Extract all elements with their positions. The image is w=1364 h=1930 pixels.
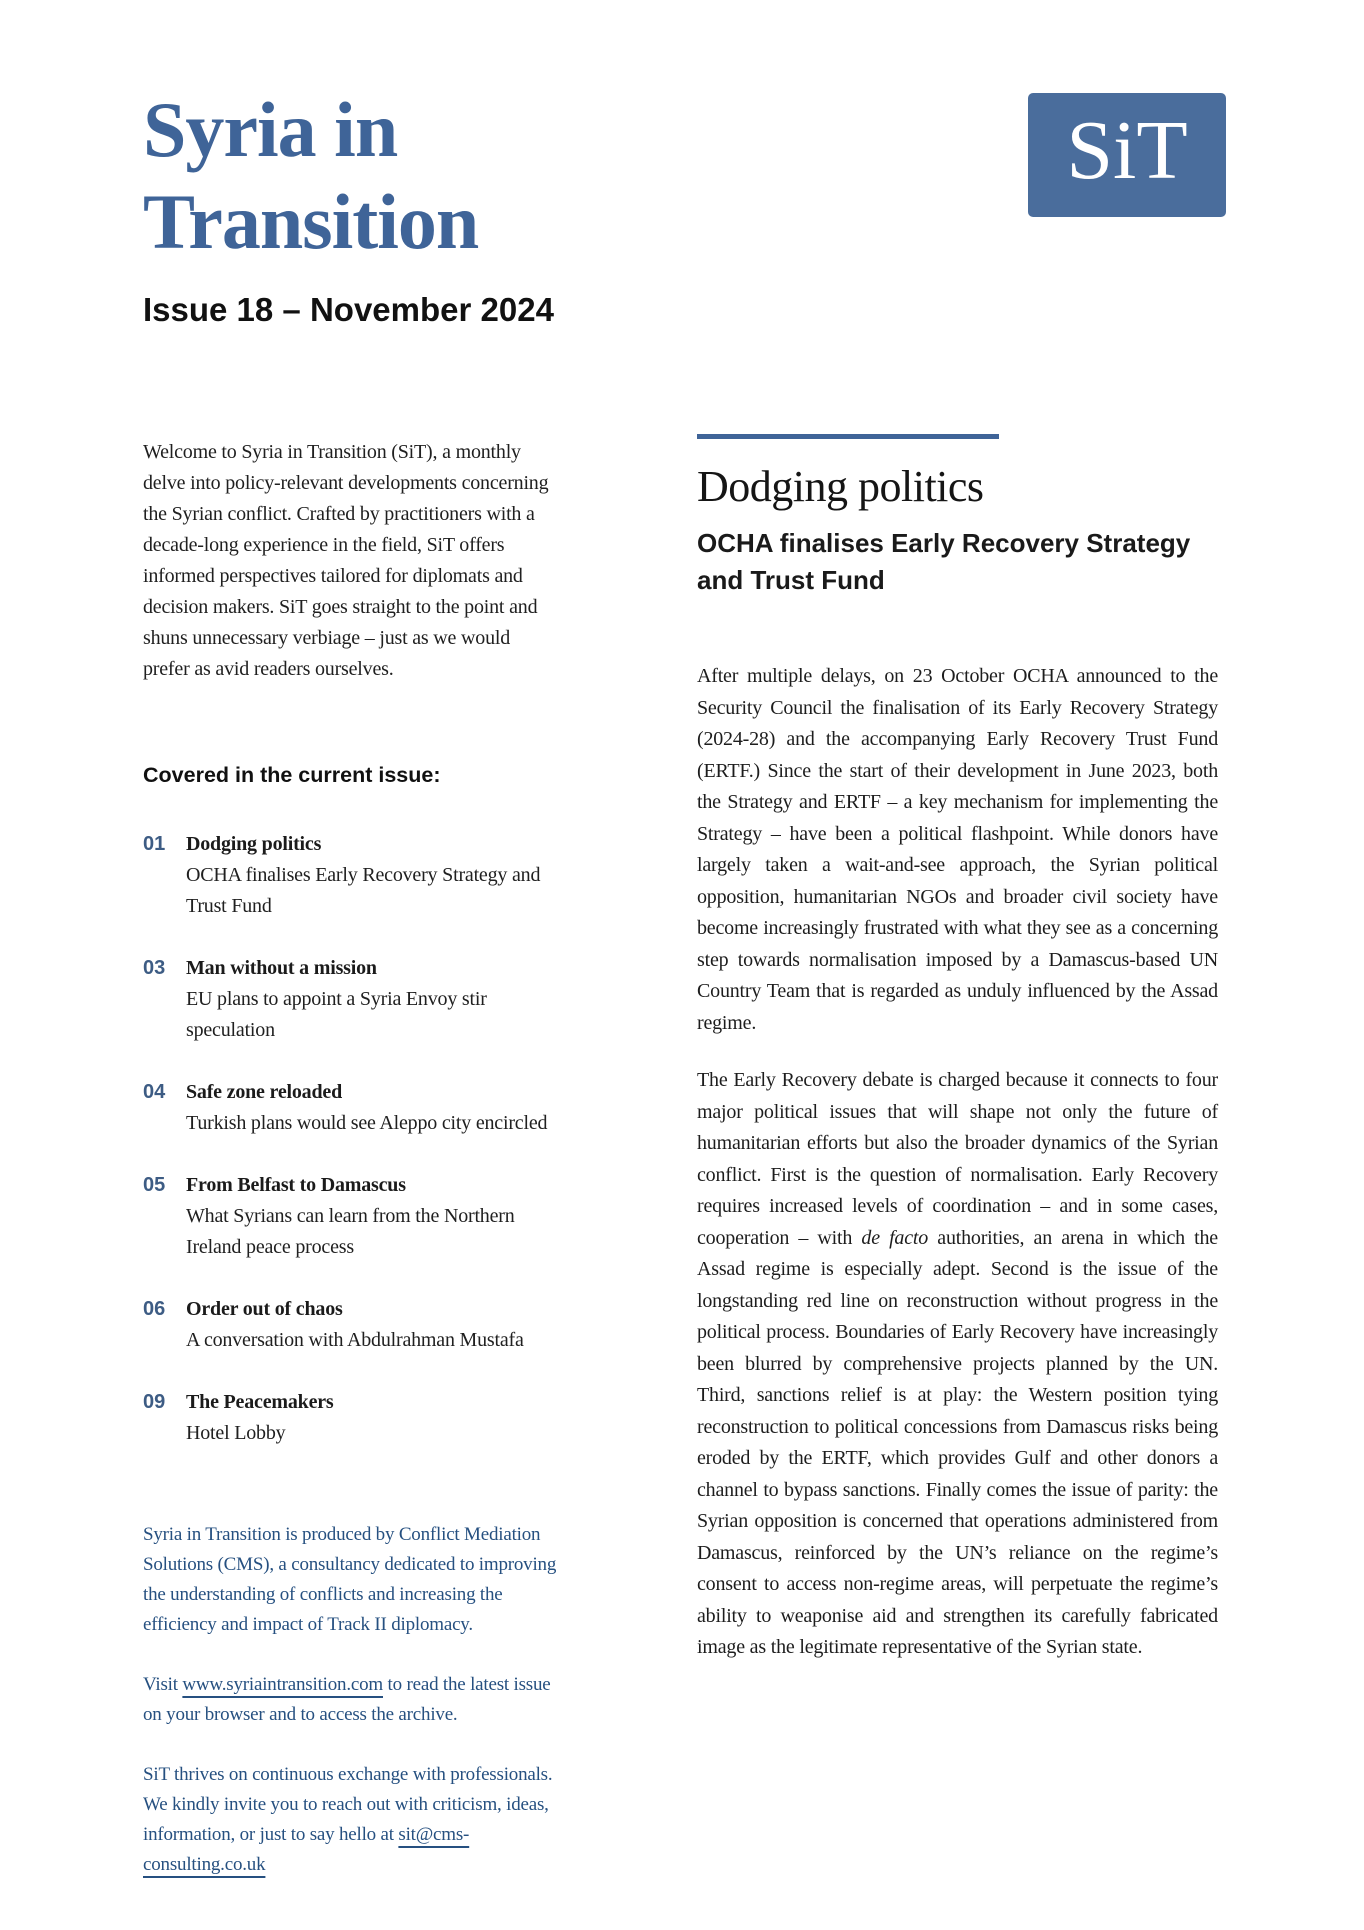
website-paragraph-prefix: Visit xyxy=(143,1674,183,1695)
toc-item-title: The Peacemakers xyxy=(186,1391,334,1413)
contact-paragraph xyxy=(143,1760,563,1880)
website-paragraph-suffix: to read the latest issue on your browser and to access the archive. xyxy=(143,1674,551,1725)
article-paragraph-2 xyxy=(697,1065,1218,1664)
contact-paragraph-prefix: SiT thrives on continuous exchange with professionals. We kindly invite you to reach out with criticism, ideas, information, or just to say hello at xyxy=(143,1764,553,1845)
masthead-title xyxy=(143,84,478,268)
toc-item xyxy=(143,1294,563,1356)
toc-item-subtitle: A conversation with Abdulrahman Mustafa xyxy=(186,1329,524,1351)
italic-de-facto: de facto xyxy=(861,1226,929,1249)
issue-line: Issue 18 – November 2024 xyxy=(143,291,554,328)
website-link[interactable]: www.syriaintransition.com xyxy=(182,1674,383,1695)
publisher-note xyxy=(143,1520,563,1910)
toc-item-title: From Belfast to Damascus xyxy=(186,1174,406,1196)
toc-item-number: 03 xyxy=(143,957,166,979)
toc-item-number: 04 xyxy=(143,1081,166,1103)
masthead-title-line2: Transition xyxy=(143,178,479,265)
toc-item xyxy=(143,953,563,1046)
toc-item-title: Safe zone reloaded xyxy=(186,1081,343,1103)
toc-heading: Covered in the current issue: xyxy=(143,763,441,787)
toc-item-subtitle: OCHA finalises Early Recovery Strategy and Trust Fund xyxy=(186,864,541,917)
toc-item-subtitle: EU plans to appoint a Syria Envoy stir speculation xyxy=(186,988,487,1041)
toc-item xyxy=(143,829,563,922)
masthead-title-line1: Syria in xyxy=(143,86,398,173)
toc-item-subtitle: Turkish plans would see Aleppo city encircled xyxy=(186,1112,548,1134)
article-paragraph-2-suffix: authorities, an arena in which the Assad regime is especially adept. Second is the issue of the longstanding red line on reconstruction without progress in the political process. Boundaries of Early Recovery have increasingly been blurred by comprehensive projects planned by the UN. Third, sanctions relief is at play: the Western position tying reconstruction to political concessions from Damascus risks being eroded by the ERTF, which provides Gulf and other donors a channel to bypass sanctions. Finally comes the issue of parity: the Syrian opposition is concerned that operations administered from Damascus, reinforced by the UN’s reliance on the regime’s consent to access non-regime areas, will perpetuate the regime’s ability to weaponise aid and strengthen its carefully fabricated image as the legitimate representative of the Syrian state. xyxy=(697,1226,1218,1658)
toc-item-title: Man without a mission xyxy=(186,957,377,979)
article-paragraph-1: After multiple delays, on 23 October OCHA announced to the Security Council the finalisation of its Early Recovery Strategy (2024-28) and the accompanying Early Recovery Trust Fund (ERTF.) Since the start of their development in June 2023, both the Strategy and ERTF – a key mechanism for implementing the Strategy – have been a political flashpoint. While donors have largely taken a wait-and-see approach, the Syrian political opposition, humanitarian NGOs and broader civil society have become increasingly frustrated with what they see as a concerning step towards normalisation imposed by a Damascus-based UN Country Team that is regarded as unduly influenced by the Assad regime. xyxy=(697,665,1218,1034)
toc-item-number: 06 xyxy=(143,1298,166,1320)
toc-item xyxy=(143,1170,563,1263)
toc-item-number: 05 xyxy=(143,1174,166,1196)
intro-paragraph: Welcome to Syria in Transition (SiT), a monthly delve into policy-relevant developments concerning the Syrian conflict. Crafted by practitioners with a decade-long experience in the field, SiT offers informed perspectives tailored for diplomats and decision makers. SiT goes straight to the point and shuns unnecessary verbiage – just as we would prefer as avid readers ourselves. xyxy=(143,441,549,680)
toc-item-title: Order out of chaos xyxy=(186,1298,343,1320)
toc-item-subtitle: What Syrians can learn from the Northern Ireland peace process xyxy=(186,1205,515,1258)
article-column xyxy=(697,434,1218,1690)
website-paragraph xyxy=(143,1670,563,1730)
email-link[interactable]: sit@cms-consulting.co.uk xyxy=(143,1824,470,1875)
toc-item-number: 09 xyxy=(143,1391,166,1413)
sit-logo-text: SiT xyxy=(1066,104,1188,197)
article-subtitle: OCHA finalises Early Recovery Strategy and Trust Fund xyxy=(697,528,1191,595)
section-rule xyxy=(697,434,999,439)
article-body xyxy=(697,661,1218,1664)
toc-item-subtitle: Hotel Lobby xyxy=(186,1422,286,1444)
toc-list xyxy=(143,829,563,1480)
toc-item-number: 01 xyxy=(143,833,166,855)
toc-item xyxy=(143,1387,563,1449)
toc-item-title: Dodging politics xyxy=(186,833,322,855)
article-title: Dodging politics xyxy=(697,462,984,511)
publisher-paragraph: Syria in Transition is produced by Conflict Mediation Solutions (CMS), a consultancy dedicated to improving the understanding of conflicts and increasing the efficiency and impact of Track II diplomacy. xyxy=(143,1524,557,1635)
article-paragraph-2-prefix: The Early Recovery debate is charged because it connects to four major political issues that will shape not only the future of humanitarian efforts but also the broader dynamics of the Syrian conflict. First is the question of normalisation. Early Recovery requires increased levels of coordination – and in some cases, cooperation – with xyxy=(697,1069,1218,1249)
sit-logo-badge xyxy=(1028,93,1226,217)
toc-item xyxy=(143,1077,563,1139)
